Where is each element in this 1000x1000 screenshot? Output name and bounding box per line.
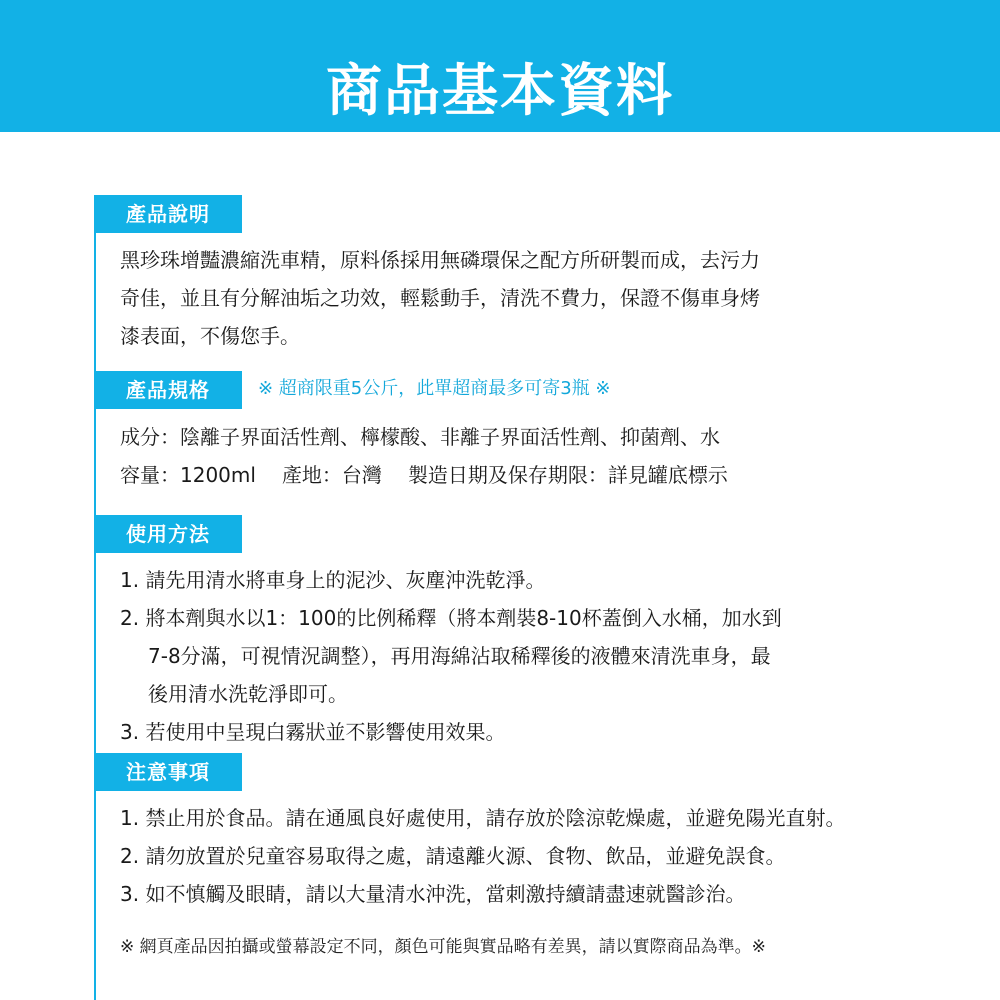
caution-item: 3. 如不慎觸及眼睛，請以大量清水沖洗，當刺激持續請盡速就醫診治。 — [120, 882, 746, 906]
caution-item: 2. 請勿放置於兒童容易取得之處，請遠離火源、食物、飲品，並避免誤食。 — [120, 844, 786, 868]
origin-value: 產地：台灣 — [281, 463, 382, 487]
section-label-description: 產品說明 — [94, 195, 242, 233]
disclaimer-footnote: ※ 網頁產品因拍攝或螢幕設定不同，顏色可能與實品略有差異，請以實際商品為準。※ — [120, 937, 766, 957]
usage-item: 2. 將本劑與水以1：100的比例稀釋（將本劑裝8-10杯蓋倒入水桶，加水到 — [120, 606, 782, 630]
shipping-note: ※ 超商限重5公斤，此單超商最多可寄3瓶 ※ — [258, 378, 611, 399]
page-title: 商品基本資料 — [326, 59, 674, 124]
description-line: 漆表面，不傷您手。 — [120, 324, 300, 348]
caution-item: 1. 禁止用於食品。請在通風良好處使用，請存放於陰涼乾燥處，並避免陽光直射。 — [120, 806, 846, 830]
usage-item: 3. 若使用中呈現白霧狀並不影響使用效果。 — [120, 720, 506, 744]
section-label-usage: 使用方法 — [94, 515, 242, 553]
description-text — [120, 241, 940, 355]
description-line: 黑珍珠增豔濃縮洗車精，原料係採用無磷環保之配方所研製而成，去污力 — [120, 248, 760, 272]
specs-detail-line — [120, 456, 940, 494]
content-frame-line — [94, 195, 96, 1000]
usage-item-continued: 7-8分滿，可視情況調整），再用海綿沾取稀釋後的液體來清洗車身，最 — [148, 644, 771, 668]
description-line: 奇佳，並且有分解油垢之功效，輕鬆動手，清洗不費力，保證不傷車身烤 — [120, 286, 760, 310]
usage-item: 1. 請先用清水將車身上的泥沙、灰塵沖洗乾淨。 — [120, 568, 546, 592]
usage-item-continued: 後用清水洗乾淨即可。 — [148, 682, 348, 706]
section-label-cautions: 注意事項 — [94, 753, 242, 791]
section-label-specs: 產品規格 — [94, 371, 242, 409]
specs-text — [120, 418, 940, 494]
usage-list — [120, 561, 940, 751]
cautions-list — [120, 799, 940, 913]
expiry-value: 製造日期及保存期限：詳見罐底標示 — [407, 463, 728, 487]
ingredients-line: 成分：陰離子界面活性劑、檸檬酸、非離子界面活性劑、抑菌劑、水 — [120, 425, 720, 449]
capacity-value: 容量：1200ml — [120, 463, 256, 487]
